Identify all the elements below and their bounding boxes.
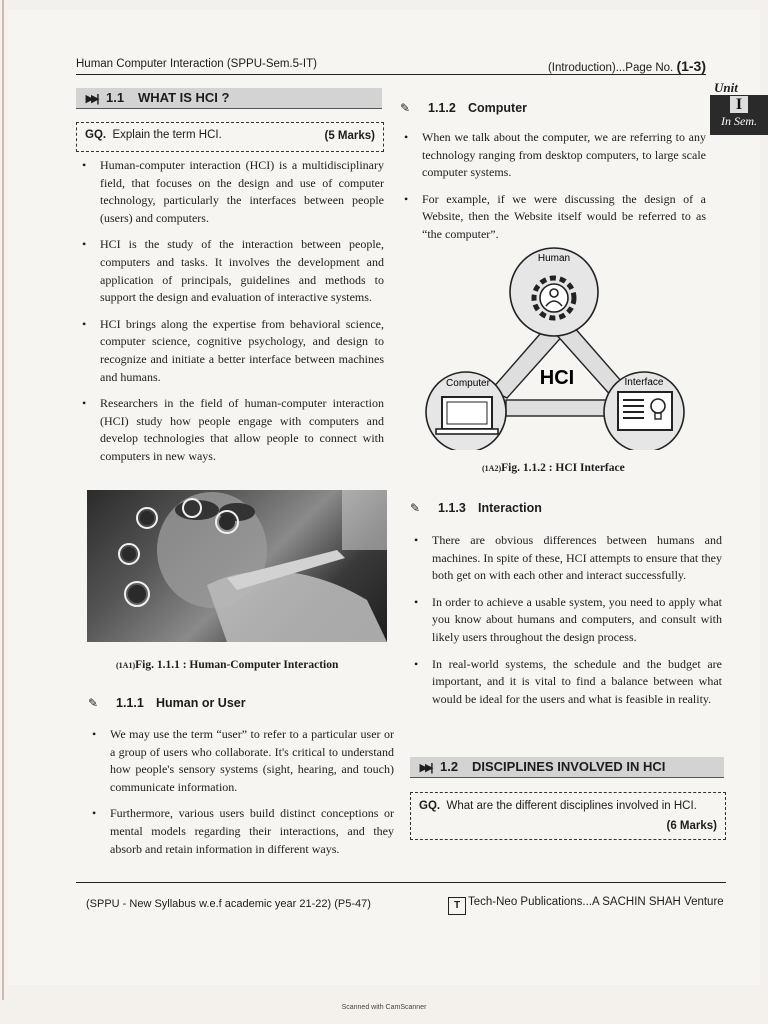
photo-illustration: [87, 490, 387, 642]
pen-icon: ✎: [400, 101, 411, 115]
figure-tag: (1A1): [116, 661, 136, 670]
header-page-number: (1-3): [676, 58, 706, 74]
list-item: • There are obvious differences between humans and machines. In spite of these, HCI attempts to ensure that they both get on with each other and interact successfully.: [410, 532, 722, 585]
hci-diagram: [416, 240, 706, 450]
unit-tab: [710, 95, 768, 135]
section-1-1-bullets: [78, 157, 384, 475]
gq-label: GQ.: [85, 129, 107, 141]
margin-line: [2, 0, 4, 1000]
list-item: • In real-world systems, the schedule and the budget are important, and it is vital to find a balance between what would be ideal for the users and what is feasible in reality.: [410, 656, 722, 709]
section-arrow-icon: ▶▶|: [419, 762, 431, 774]
section-arrow-icon: ▶▶|: [85, 93, 97, 105]
gq-question: Explain the term HCI.: [112, 129, 222, 141]
running-header-page: [548, 58, 706, 74]
section-title: WHAT IS HCI ?: [138, 90, 230, 105]
section-1-1-3-bullets: [410, 532, 722, 717]
figure-tag: (1A2): [482, 464, 502, 473]
interface-label: Interface: [624, 377, 664, 388]
pen-icon: ✎: [88, 696, 99, 710]
gq-box-1-1: [76, 122, 384, 152]
interface-screen-icon: [618, 392, 672, 430]
section-number: 1.2: [440, 759, 459, 774]
pen-icon: ✎: [410, 501, 421, 515]
figure-caption-text: Fig. 1.1.1 : Human-Computer Interaction: [135, 659, 339, 671]
list-item: • When we talk about the computer, we are referring to any technology ranging from desktop computers, to large scale computer systems.: [400, 129, 706, 182]
laptop-icon: [436, 397, 498, 434]
computer-label: Computer: [446, 378, 490, 389]
gq-box-1-2: [410, 792, 726, 840]
publisher-name: Tech-Neo Publications...A SACHIN SHAH Venture: [468, 896, 724, 908]
gq-label: GQ.: [419, 800, 441, 812]
list-item: • For example, if we were discussing the design of a Website, then the Website itself would be referred to as “the computer”.: [400, 191, 706, 244]
gq-question: What are the different disciplines involved in HCI.: [446, 800, 697, 812]
list-item: • Human-computer interaction (HCI) is a multidisciplinary field, that focuses on the design and use of computer technology, particularly the interfaces between people (users) and computers.: [78, 157, 384, 227]
unit-number: I: [730, 96, 748, 113]
subsection-number: 1.1.1: [116, 696, 144, 710]
section-1-2-heading: [410, 757, 724, 778]
gq-marks: (6 Marks): [666, 820, 717, 832]
gq-marks: (5 Marks): [324, 130, 375, 142]
figure-caption-text: Fig. 1.1.2 : HCI Interface: [501, 462, 625, 474]
list-item: • We may use the term “user” to refer to a particular user or a group of users who collaborate. It's critical to understand how people's sensory systems (sight, hearing, and touch) communicate information.: [88, 726, 394, 796]
list-item: • In order to achieve a usable system, you need to apply what you know about humans and computers, and consult with likely users throughout the design process.: [410, 594, 722, 647]
list-item: • Researchers in the field of human-computer interaction (HCI) study how people engage with computers and develop technologies that allow people to connect with computers in new ways.: [78, 395, 384, 465]
section-1-1-1-bullets: [88, 726, 394, 867]
section-1-1-3-heading: [410, 501, 542, 515]
interface-node: [604, 372, 684, 450]
section-1-1-1-heading: [88, 696, 246, 710]
section-title: DISCIPLINES INVOLVED IN HCI: [472, 759, 666, 774]
running-header-title: Human Computer Interaction (SPPU-Sem.5-IT): [76, 58, 317, 70]
subsection-title: Human or User: [156, 696, 246, 710]
hci-photo: [87, 490, 387, 642]
figure-1-1-1-caption: [116, 659, 338, 671]
header-rule: [76, 74, 706, 75]
section-1-1-heading: [76, 88, 382, 109]
publisher-logo-icon: T: [448, 897, 466, 915]
header-section-label: (Introduction)...Page No.: [547, 62, 674, 74]
footer-syllabus: (SPPU - New Syllabus w.e.f academic year 21-22) (P5-47): [86, 898, 371, 910]
unit-label: Unit: [714, 80, 738, 95]
list-item: • HCI is the study of the interaction between people, computers and tasks. It involves the development and application of principals, guidelines and methods to support the design and evaluation of interactive systems.: [78, 236, 384, 306]
unit-sem: In Sem.: [721, 114, 757, 128]
human-node: [510, 248, 598, 336]
list-item: • Furthermore, various users build distinct conceptions or mental models regarding their interactions, and they absorb and retain information in different ways.: [88, 805, 394, 858]
section-number: 1.1: [106, 90, 125, 105]
footer-rule: [76, 882, 726, 883]
computer-node: [426, 372, 506, 450]
hci-center-label: HCI: [539, 367, 575, 389]
subsection-number: 1.1.3: [438, 501, 466, 515]
section-1-1-2-heading: [400, 101, 527, 115]
subsection-number: 1.1.2: [428, 101, 456, 115]
list-item: • HCI brings along the expertise from behavioral science, computer science, cognitive psychology, and design to recognize and initiate a better interface between machines and humans.: [78, 316, 384, 386]
scanner-watermark: Scanned with CamScanner: [341, 1004, 427, 1011]
human-label: Human: [537, 253, 571, 264]
footer-publisher: [448, 896, 724, 915]
section-1-1-2-bullets: [400, 129, 706, 253]
subsection-title: Computer: [468, 101, 528, 115]
subsection-title: Interaction: [478, 501, 542, 515]
figure-1-1-2-caption: [482, 462, 625, 474]
